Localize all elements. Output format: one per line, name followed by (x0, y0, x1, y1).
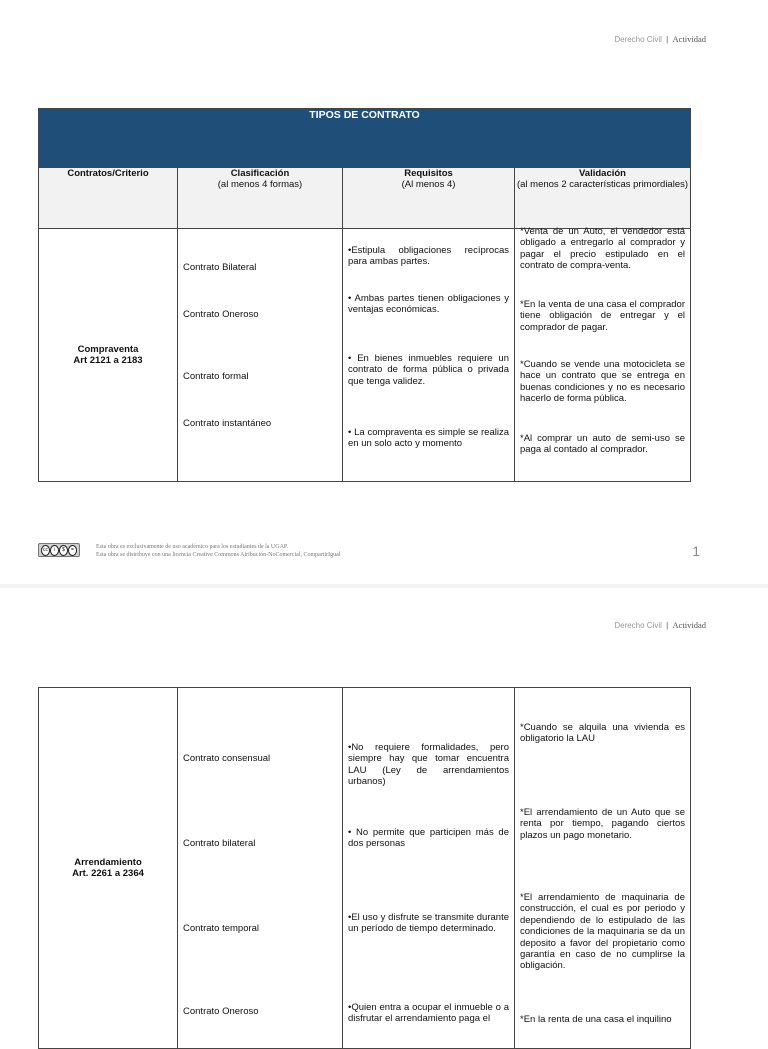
clasificacion-item: Contrato consensual (183, 753, 271, 764)
clasificacion-item: Contrato instantáneo (183, 418, 272, 429)
validacion-label: Validación (579, 168, 626, 179)
requisito-item: •El uso y disfrute se transmite durante un período de tiempo determinado. (348, 912, 509, 935)
clasificacion-cell (178, 229, 343, 482)
clasificacion-item: Contrato Oneroso (183, 309, 259, 320)
validacion-sub: (al menos 2 características primordiales) (516, 179, 689, 191)
contract-name: Arrendamiento (74, 856, 142, 868)
creative-commons-icon: cc i $ = (38, 543, 80, 557)
requisitos-cell (343, 688, 515, 1049)
document-page-2 (0, 586, 768, 1024)
table-row-compraventa (39, 229, 691, 482)
validacion-cell (515, 226, 691, 482)
validacion-item: *El arrendamiento de un Auto que se renta por tiempo, pagando ciertos plazos un pago monetario. (520, 807, 685, 841)
clasificacion-sub: (al menos 4 formas) (217, 179, 303, 191)
contract-articles: Art 2121 a 2183 (73, 355, 143, 366)
table-title: TIPOS DE CONTRATO (39, 109, 691, 168)
license-text (96, 543, 496, 560)
clasificacion-item: Contrato temporal (183, 923, 260, 934)
clasificacion-label: Clasificación (230, 168, 290, 179)
contract-articles: Art. 2261 a 2364 (72, 868, 144, 879)
contract-name-cell (39, 688, 178, 1049)
header-separator: | (666, 35, 669, 44)
table-header-row (39, 168, 691, 229)
contract-name-cell (39, 229, 178, 482)
criterio-label: Contratos/Criterio (67, 168, 149, 179)
requisito-item: • La compraventa es simple se realiza en un solo acto y momento (348, 427, 509, 450)
requisito-item: • En bienes inmuebles requiere un contrato de forma pública o privada que tenga validez. (348, 353, 509, 387)
contract-types-table (38, 108, 691, 482)
contract-name: Compraventa (77, 343, 139, 355)
validacion-item: *Al comprar un auto de semi-uso se paga al contado al comprador. (520, 433, 685, 456)
requisito-item: • Ambas partes tienen obligaciones y ventajas económicas. (348, 293, 509, 316)
requisito-item: •No requiere formalidades, pero siempre hay que tomar encuentra LAU (Ley de arrendamientos urbanos) (348, 742, 509, 788)
clasificacion-item: Contrato Bilateral (183, 262, 257, 273)
validacion-item: *Cuando se alquila una vivienda es obligatorio la LAU (520, 722, 685, 745)
requisito-item: •Quien entra a ocupar el inmueble o a disfrutar el arrendamiento paga el (348, 1002, 509, 1025)
clasificacion-cell (178, 688, 343, 1049)
clasificacion-item: Contrato bilateral (183, 838, 256, 849)
validacion-item: *Cuando se vende una motocicleta se hace un contrato que se entrega en buenas condiciones y no es necesario hacerlo de forma pública. (520, 359, 685, 405)
validacion-item: *Venta de un Auto, el vendedor está obligado a entregarlo al comprador y pagar el precio estipulado en el contrato de compra-venta. (520, 226, 685, 272)
requisito-item: •Estipula obligaciones recíprocas para ambas partes. (348, 245, 509, 268)
column-header-validacion (515, 168, 691, 229)
license-line-2: Esta obra se distribuye con una licencia Creative Commons Atribución-NoComercial, CompartirIgual (96, 552, 341, 559)
validacion-item: *En la venta de una casa el comprador tiene obligación de entregar y el comprador de pagar. (520, 299, 685, 333)
column-header-requisitos (343, 168, 515, 229)
table-row-arrendamiento (39, 688, 691, 1049)
header-separator: | (666, 621, 669, 630)
page-footer (38, 541, 706, 567)
validacion-item: *El arrendamiento de maquinaria de construcción, el cual es por periodo y dependiendo de lo estipulado de las condiciones de la maquinaria se da un deposito a favor del propietario como garantía en caso de no cumplirse la obligación. (520, 892, 685, 972)
page-number: 1 (692, 543, 700, 559)
contract-types-table-continued (38, 687, 691, 1049)
validacion-cell (515, 688, 691, 1049)
header-course: Derecho Civil (614, 35, 662, 44)
validacion-item: *En la renta de una casa el inquilino (520, 1014, 672, 1025)
requisitos-sub: (Al menos 4) (401, 179, 456, 191)
column-header-clasificacion (178, 168, 343, 229)
header-course: Derecho Civil (614, 621, 662, 630)
requisito-item: • No permite que participen más de dos personas (348, 827, 509, 850)
header-activity: Actividad (672, 34, 706, 44)
clasificacion-item: Contrato Oneroso (183, 1006, 259, 1017)
column-header-criterio (39, 168, 178, 229)
table-title-row (39, 109, 691, 168)
license-line-1: Esta obra es exclusivamente de uso académico para los estudiantes de la UGAP. (96, 544, 289, 550)
requisitos-cell (343, 229, 515, 482)
running-header (614, 34, 706, 44)
clasificacion-item: Contrato formal (183, 371, 249, 382)
running-header (614, 620, 706, 630)
requisitos-label: Requisitos (404, 168, 453, 179)
header-activity: Actividad (672, 620, 706, 630)
